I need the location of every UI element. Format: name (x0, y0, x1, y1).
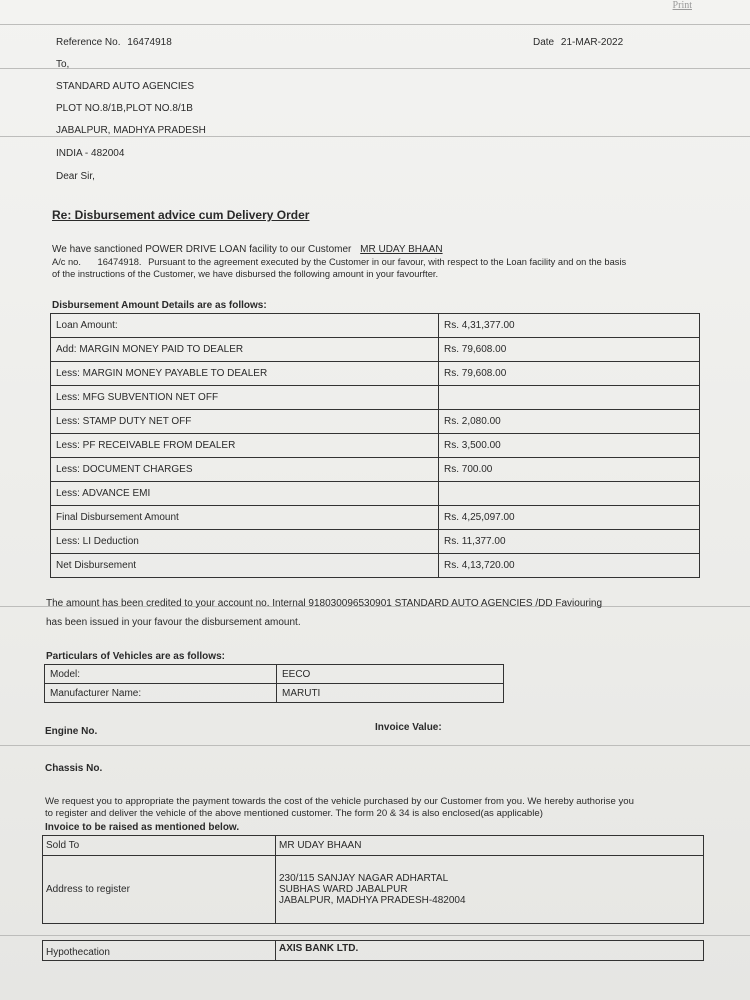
disbursement-value: Rs. 4,25,097.00 (439, 506, 700, 530)
disbursement-label: Add: MARGIN MONEY PAID TO DEALER (51, 338, 439, 362)
disbursement-value: Rs. 4,31,377.00 (439, 314, 700, 338)
hypothecation-label: Hypothecation (43, 941, 276, 961)
table-row (51, 434, 700, 458)
disbursement-value: Rs. 79,608.00 (439, 338, 700, 362)
customer-name: MR UDAY BHAAN (360, 244, 443, 255)
disbursement-value: Rs. 11,377.00 (439, 530, 700, 554)
table-row (51, 530, 700, 554)
invoice-heading: Invoice to be raised as mentioned below. (45, 822, 240, 833)
intro-text: We have sanctioned POWER DRIVE LOAN facility to our Customer (52, 244, 352, 255)
invoice-table (42, 835, 704, 924)
address-register-line: JABALPUR, MADHYA PRADESH-482004 (279, 895, 466, 906)
subject-heading: Re: Disbursement advice cum Delivery Order (52, 208, 310, 222)
fold-line (0, 745, 750, 746)
chassis-label: Chassis No. (45, 763, 103, 774)
hypothecation-value: AXIS BANK LTD. (276, 941, 704, 961)
table-row (43, 856, 704, 924)
hypothecation-table (42, 940, 704, 961)
engine-label: Engine No. (45, 726, 98, 737)
fold-line (0, 935, 750, 936)
table-row (43, 836, 704, 856)
date (533, 37, 623, 48)
table-row (51, 338, 700, 362)
intro-line (52, 244, 443, 255)
fold-line (0, 68, 750, 69)
disbursement-value (439, 482, 700, 506)
disbursement-table (50, 313, 700, 578)
manufacturer-value: MARUTI (277, 684, 504, 703)
table-row (51, 482, 700, 506)
table-row (51, 314, 700, 338)
sold-to-value: MR UDAY BHAAN (276, 836, 704, 856)
address-line: JABALPUR, MADHYA PRADESH (56, 125, 206, 136)
vehicle-table (44, 664, 504, 703)
disbursement-label: Less: LI Deduction (51, 530, 439, 554)
disbursement-label: Less: MARGIN MONEY PAYABLE TO DEALER (51, 362, 439, 386)
account-line (52, 257, 626, 267)
disbursement-value: Rs. 700.00 (439, 458, 700, 482)
table-row (51, 458, 700, 482)
credit-line: The amount has been credited to your account no. Internal 918030096530901 STANDARD AUTO AGENCIES /DD Faviouring (46, 598, 603, 609)
reference-label: Reference No. (56, 37, 121, 48)
table-row (51, 410, 700, 434)
disbursement-value: Rs. 79,608.00 (439, 362, 700, 386)
date-value: 21-MAR-2022 (560, 37, 624, 48)
manufacturer-label: Manufacturer Name: (45, 684, 277, 703)
vehicle-heading: Particulars of Vehicles are as follows: (46, 651, 225, 662)
account-text: Pursuant to the agreement executed by the Customer in our favour, with respect to the Loan facility and on the basis (148, 257, 627, 267)
disbursement-label: Less: ADVANCE EMI (51, 482, 439, 506)
credit-line-2: has been issued in your favour the disbursement amount. (46, 617, 301, 628)
address-to: To, (56, 59, 70, 70)
disbursement-label: Net Disbursement (51, 554, 439, 578)
address-line: STANDARD AUTO AGENCIES (56, 81, 194, 92)
date-label: Date (533, 37, 555, 48)
disbursement-value: Rs. 2,080.00 (439, 410, 700, 434)
table-row (43, 941, 704, 961)
disbursement-label: Less: DOCUMENT CHARGES (51, 458, 439, 482)
table-row (51, 554, 700, 578)
reference-number (56, 37, 172, 48)
disbursement-heading: Disbursement Amount Details are as follows: (52, 300, 267, 311)
disbursement-value: Rs. 3,500.00 (439, 434, 700, 458)
fold-line (0, 136, 750, 137)
address-line: INDIA - 482004 (56, 148, 125, 159)
address-line: PLOT NO.8/1B,PLOT NO.8/1B (56, 103, 193, 114)
sold-to-label: Sold To (43, 836, 276, 856)
model-label: Model: (45, 665, 277, 684)
request-line-2: to register and deliver the vehicle of the above mentioned customer. The form 20 & 34 is also enclosed(as applicable) (45, 808, 543, 819)
disbursement-value: Rs. 4,13,720.00 (439, 554, 700, 578)
address-register-value (276, 856, 704, 924)
reference-value: 16474918 (127, 37, 172, 48)
disbursement-value (439, 386, 700, 410)
disbursement-label: Less: STAMP DUTY NET OFF (51, 410, 439, 434)
disbursement-label: Less: MFG SUBVENTION NET OFF (51, 386, 439, 410)
intro-line3: of the instructions of the Customer, we have disbursed the following amount in your favourfter. (52, 269, 439, 279)
address-register-line: SUBHAS WARD JABALPUR (279, 884, 408, 895)
model-value: EECO (277, 665, 504, 684)
salutation: Dear Sir, (56, 171, 95, 182)
account-label: A/c no. (52, 257, 81, 267)
invoice-value-label: Invoice Value: (375, 722, 442, 733)
disbursement-label: Loan Amount: (51, 314, 439, 338)
address-register-label: Address to register (43, 856, 276, 924)
table-row (45, 684, 504, 703)
fold-line (0, 24, 750, 25)
table-row (51, 362, 700, 386)
disbursement-label: Less: PF RECEIVABLE FROM DEALER (51, 434, 439, 458)
address-register-line: 230/115 SANJAY NAGAR ADHARTAL (279, 873, 449, 884)
account-number: 16474918. (97, 257, 142, 267)
print-link[interactable]: Print (672, 0, 692, 11)
table-row (45, 665, 504, 684)
disbursement-label: Final Disbursement Amount (51, 506, 439, 530)
table-row (51, 386, 700, 410)
table-row (51, 506, 700, 530)
request-line: We request you to appropriate the payment towards the cost of the vehicle purchased by our Customer from you. We hereby authorise you (45, 796, 634, 807)
